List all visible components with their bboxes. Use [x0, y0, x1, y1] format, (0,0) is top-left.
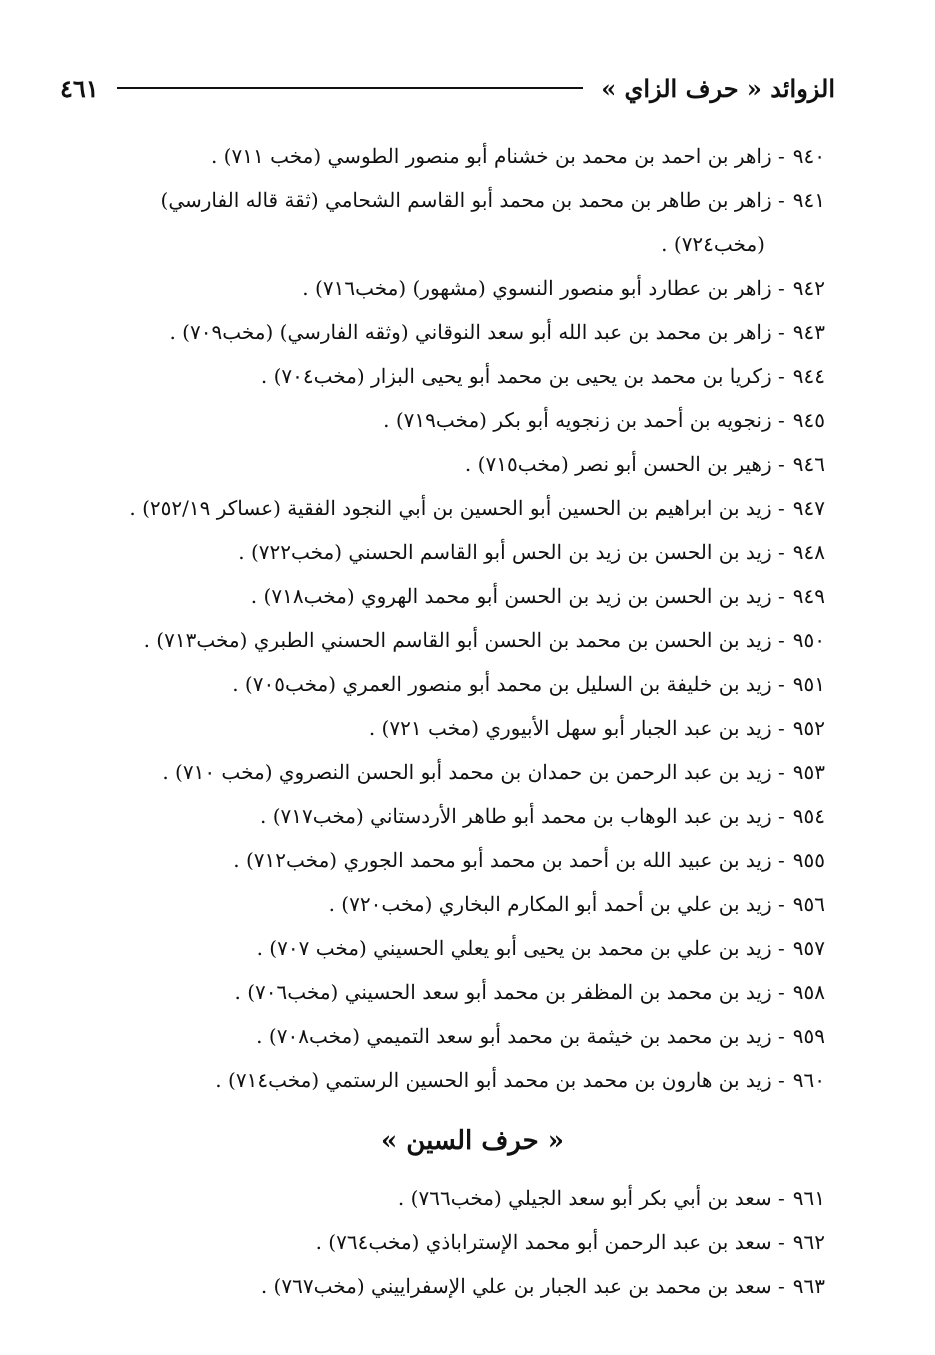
list-item: ٩٥٩- زيد بن محمد بن خيثمة بن محمد أبو سعد التميمي (مخب٧٠٨) . — [256, 1024, 825, 1048]
section-heading: « حرف السين » — [380, 1126, 564, 1156]
list-item: ٩٦٣- سعد بن محمد بن عبد الجبار بن علي الإسفراييني (مخب٧٦٧) . — [260, 1274, 825, 1298]
list-item: ٩٥٦- زيد بن علي بن أحمد أبو المكارم البخاري (مخب٧٢٠) . — [328, 892, 825, 916]
list-item: ٩٦١- سعد بن أبي بكر أبو سعد الجيلي (مخب٧٦٦) . — [397, 1186, 825, 1210]
list-item: ٩٥٣- زيد بن عبد الرحمن بن حمدان بن محمد أبو الحسن النصروي (مخب ٧١٠) . — [162, 760, 825, 784]
list-item: ٩٤٣- زاهر بن محمد بن عبد الله أبو سعد النوقاني (وثقه الفارسي) (مخب٧٠٩) . — [169, 320, 825, 344]
list-item: ٩٦٢- سعد بن عبد الرحمن أبو محمد الإستراباذي (مخب٧٦٤) . — [315, 1230, 825, 1254]
running-header — [60, 66, 835, 110]
list-item: ٩٤٩- زيد بن الحسن بن زيد بن الحسن أبو محمد الهروي (مخب٧١٨) . — [250, 584, 825, 608]
header-rule — [117, 87, 584, 89]
list-item: ٩٥٠- زيد بن الحسن بن محمد بن الحسن أبو القاسم الحسني الطبري (مخب٧١٣) . — [143, 628, 825, 652]
list-item: ٩٦٠- زيد بن هارون بن محمد بن محمد أبو الحسين الرستمي (مخب٧١٤) . — [215, 1068, 825, 1092]
list-item: ٩٥٨- زيد بن محمد بن المظفر بن محمد أبو سعد الحسيني (مخب٧٠٦) . — [234, 980, 825, 1004]
list-item: ٩٤٥- زنجويه بن أحمد بن زنجويه أبو بكر (مخب٧١٩) . — [383, 408, 825, 432]
page-number: ٤٦١ — [60, 73, 99, 103]
list-item: ٩٥١- زيد بن خليفة بن السليل بن محمد أبو منصور العمري (مخب٧٠٥) . — [232, 672, 825, 696]
list-item: ٩٥٢- زيد بن عبد الجبار أبو سهل الأبيوري (مخب ٧٢١) . — [368, 716, 825, 740]
header-title: الزوائد « حرف الزاي » — [601, 73, 835, 103]
entries-list-zay — [60, 134, 825, 1308]
list-item: ٩٤٨- زيد بن الحسن بن زيد بن الحس أبو القاسم الحسني (مخب٧٢٢) . — [238, 540, 825, 564]
list-item: ٩٥٤- زيد بن عبد الوهاب بن محمد أبو طاهر الأردستاني (مخب٧١٧) . — [259, 804, 825, 828]
list-item: ٩٤٧- زيد بن ابراهيم بن الحسين أبو الحسين بن أبي النجود الفقية (عساكر ٢٥٢/١٩) . — [129, 496, 825, 520]
list-item: ٩٥٥- زيد بن عبيد الله بن أحمد بن محمد أبو محمد الجوري (مخب٧١٢) . — [233, 848, 825, 872]
list-item: ٩٤٦- زهير بن الحسن أبو نصر (مخب٧١٥) . — [464, 452, 825, 476]
list-item: ٩٤٤- زكريا بن محمد بن يحيى بن محمد أبو يحيى البزار (مخب٧٠٤) . — [260, 364, 825, 388]
list-item: ٩٤٢- زاهر بن عطارد أبو منصور النسوي (مشهور) (مخب٧١٦) . — [302, 276, 825, 300]
list-item: ٩٤٠- زاهر بن احمد بن محمد بن خشنام أبو منصور الطوسي (مخب ٧١١) . — [210, 144, 825, 168]
list-item: ٩٥٧- زيد بن علي بن محمد بن يحيى أبو يعلي الحسيني (مخب ٧٠٧) . — [256, 936, 825, 960]
list-item: ٩٤١- زاهر بن طاهر بن محمد بن محمد أبو القاسم الشحامي (ثقة قاله الفارسي) (مخب٧٢٤) . — [60, 178, 825, 266]
list-item-continuation: (مخب٧٢٤) . — [661, 232, 765, 256]
